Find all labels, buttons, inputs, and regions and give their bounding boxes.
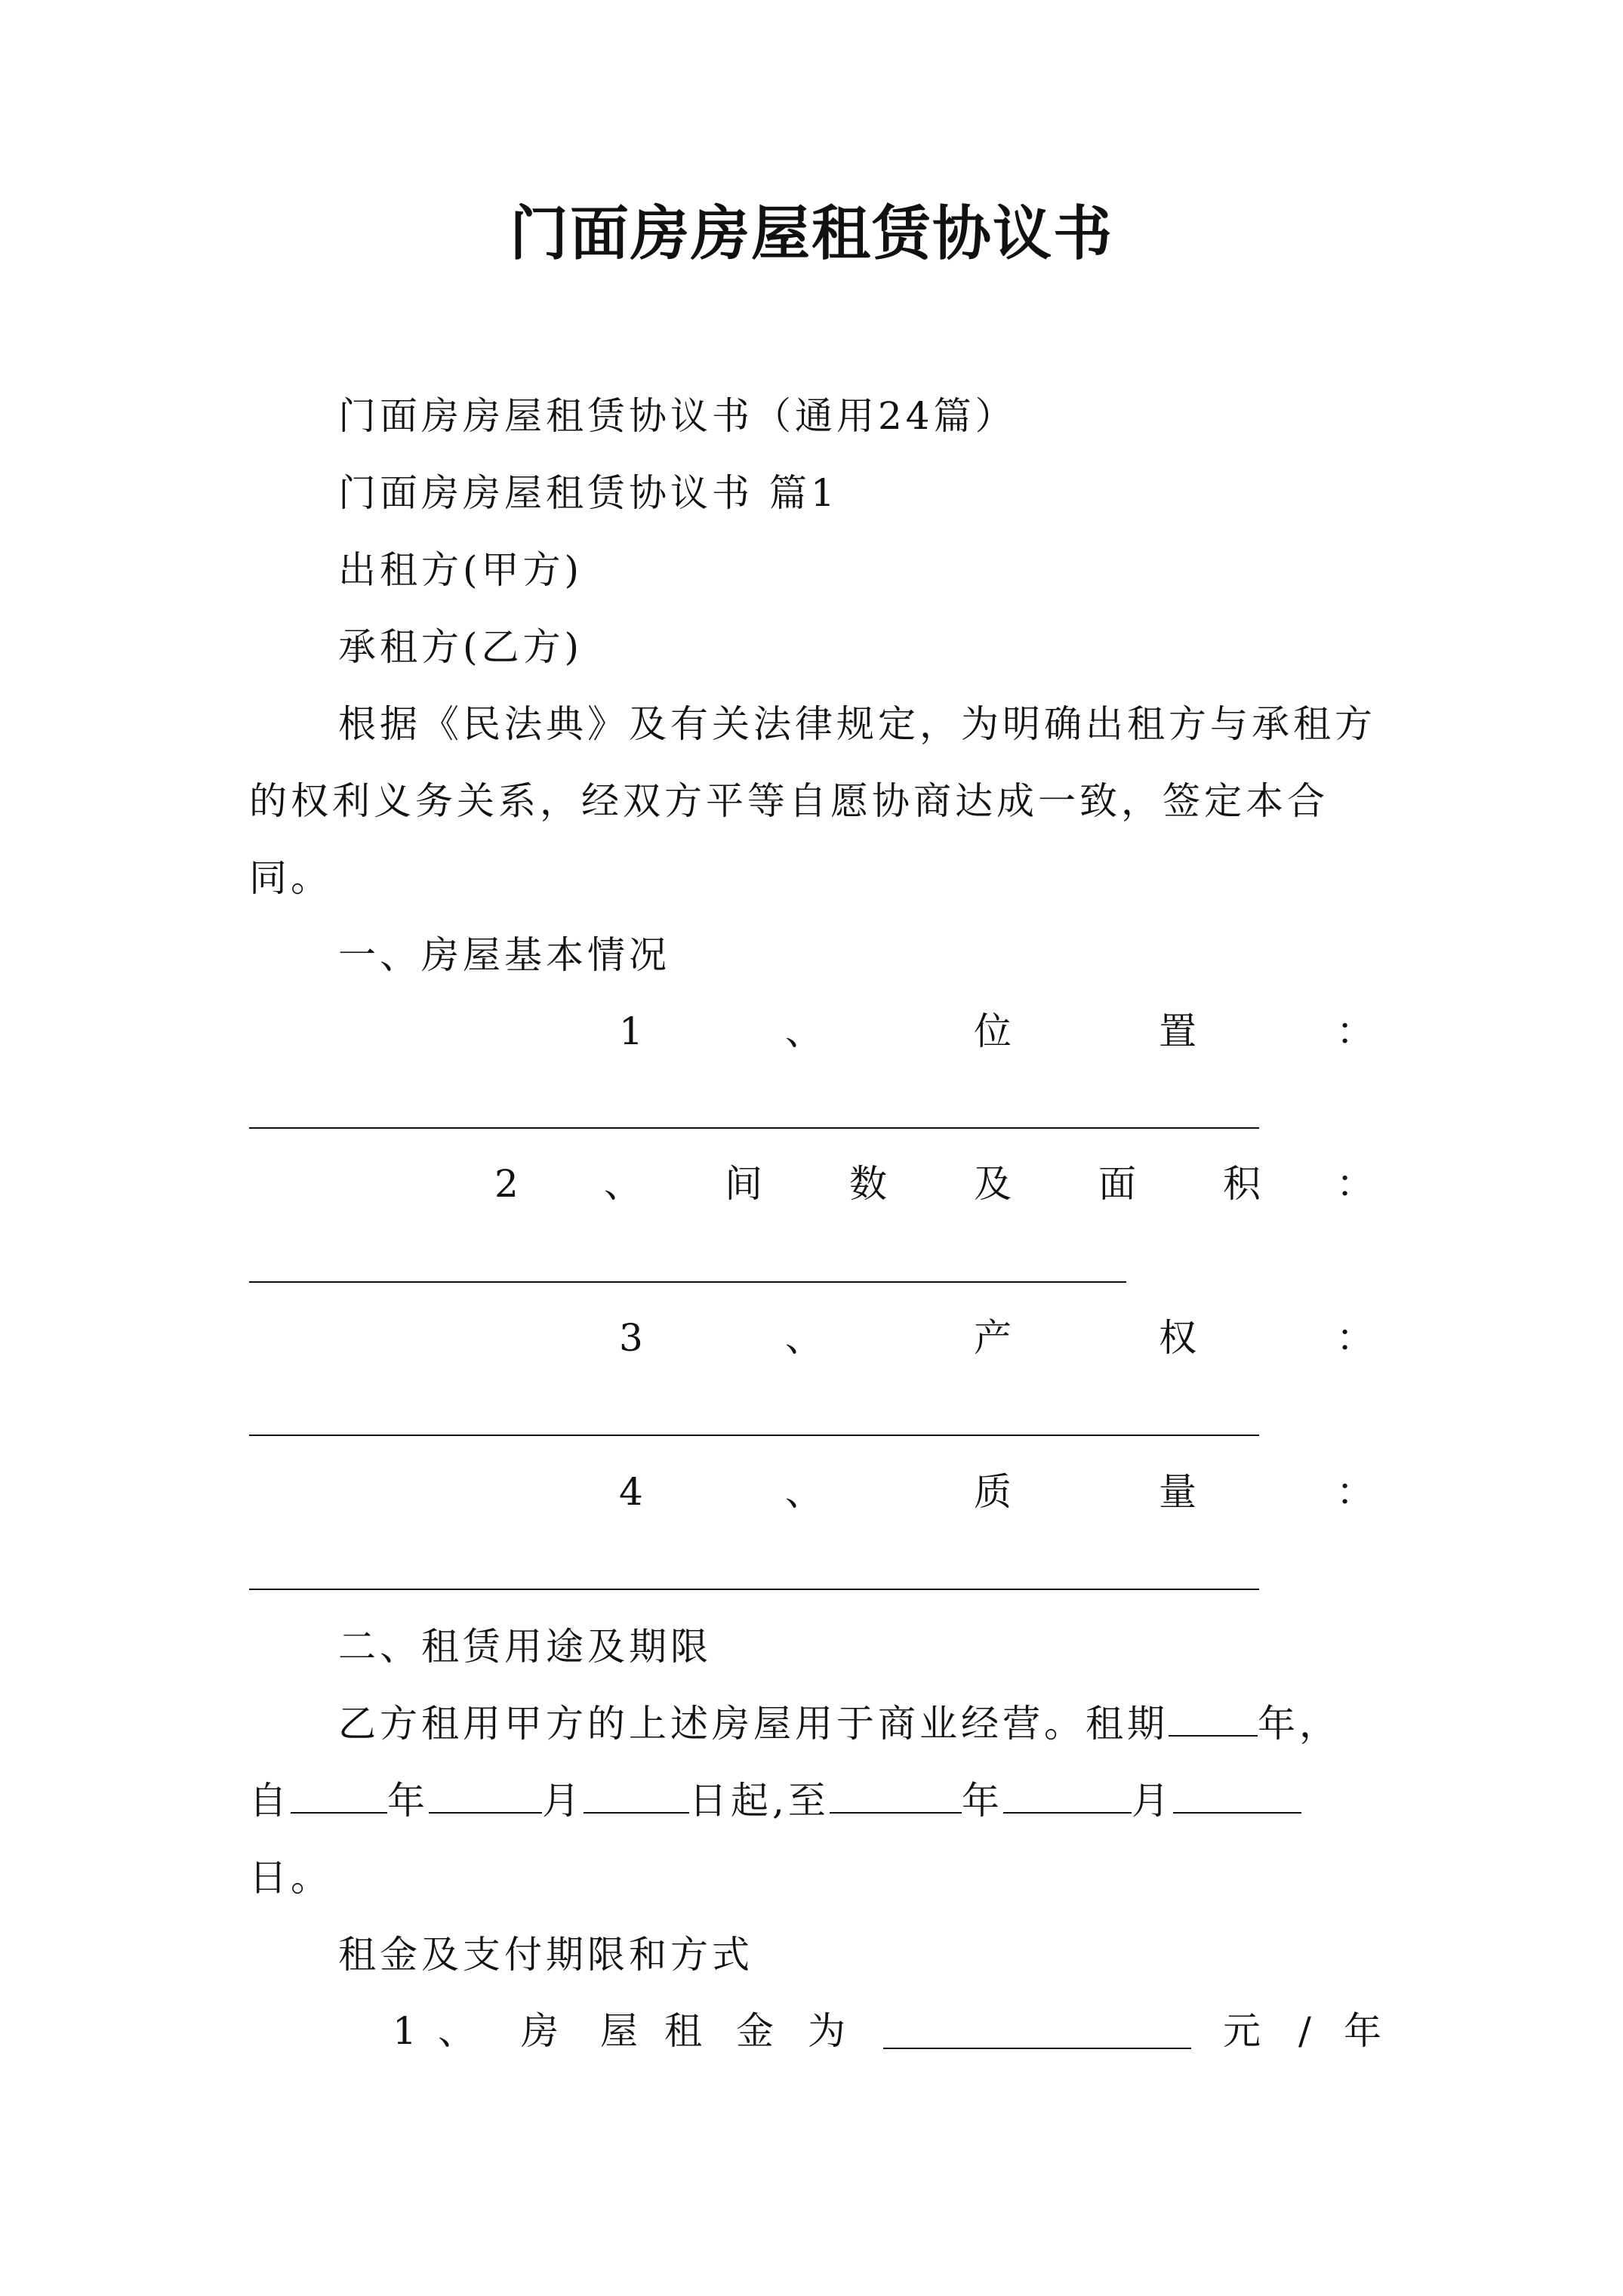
chapter-heading: 门面房房屋租赁协议书 篇1 [338, 471, 839, 515]
section-heading-3: 租金及支付期限和方式 [338, 1933, 753, 1977]
item-1-number: 1 [619, 1009, 643, 1053]
usage-text-5: 月 [542, 1779, 584, 1823]
intro-paragraph: 根据《民法典》及有关法律规定，为明确出租方与承租方的权利义务关系，经双方平等自愿协商达成一致，签定本合同。 [249, 702, 1376, 900]
item-2-colon: ： [1336, 1162, 1374, 1206]
subtitle: 门面房房屋租赁协议书（通用24篇） [338, 394, 1017, 438]
end-day-blank [1173, 1779, 1301, 1814]
usage-text-3: 自 [249, 1779, 291, 1823]
usage-text-9: 日。 [249, 1856, 332, 1900]
item-4-fill-line [249, 1589, 1259, 1590]
item-2-char-2: 数 [849, 1162, 887, 1206]
item-2-char-3: 及 [974, 1162, 1012, 1206]
usage-text-7: 年 [961, 1779, 1003, 1823]
item-2-separator: 、 [604, 1162, 642, 1206]
start-month-blank [429, 1779, 542, 1814]
item-3-char-1: 产 [974, 1316, 1012, 1360]
item-1-char-1: 位 [974, 1009, 1012, 1053]
usage-text-1: 乙方租用甲方的上述房屋用于商业经营。租期 [338, 1702, 1169, 1746]
item-1-fill-line [249, 1127, 1259, 1129]
usage-text-6: 日起,至 [689, 1779, 830, 1823]
section-heading-1: 一、房屋基本情况 [338, 933, 670, 977]
end-month-blank [1003, 1779, 1132, 1814]
item-2-char-4: 面 [1098, 1162, 1136, 1206]
lease-years-blank [1169, 1702, 1258, 1737]
end-year-blank [830, 1779, 962, 1814]
item-2-number: 2 [494, 1162, 519, 1206]
rent-char-4: 金 [736, 2009, 774, 2053]
item-4-colon: ： [1336, 1470, 1374, 1514]
rent-char-3: 租 [664, 2009, 702, 2053]
rent-unit-year: 年 [1344, 2009, 1381, 2053]
item-4-number: 4 [619, 1470, 643, 1514]
item-1-colon: ： [1336, 1009, 1374, 1053]
usage-text-2: 年， [1258, 1702, 1341, 1746]
item-4-char-1: 质 [974, 1470, 1012, 1514]
item-2-char-5: 积 [1223, 1162, 1261, 1206]
rent-char-2: 屋 [600, 2009, 638, 2053]
usage-text-4: 年 [387, 1779, 429, 1823]
usage-text-8: 月 [1131, 1779, 1173, 1823]
usage-paragraph [249, 1685, 1381, 1916]
item-2-fill-line [249, 1281, 1126, 1283]
start-day-blank [584, 1779, 689, 1814]
item-3-colon: ： [1336, 1316, 1374, 1360]
rent-separator: 、 [438, 2009, 476, 2053]
item-2-char-1: 间 [725, 1162, 762, 1206]
item-4-separator: 、 [785, 1470, 823, 1514]
section-heading-2: 二、租赁用途及期限 [338, 1625, 712, 1669]
rent-char-1: 房 [521, 2009, 559, 2053]
rent-number: 1 [393, 2009, 417, 2053]
item-3-char-2: 权 [1159, 1316, 1196, 1360]
rent-char-5: 为 [808, 2009, 845, 2053]
item-3-fill-line [249, 1435, 1259, 1436]
item-4-char-2: 量 [1159, 1470, 1196, 1514]
document-title: 门面房房屋租赁协议书 [509, 199, 1113, 268]
item-1-char-2: 置 [1159, 1009, 1196, 1053]
start-year-blank [291, 1779, 387, 1814]
item-3-separator: 、 [785, 1316, 823, 1360]
item-1-separator: 、 [785, 1009, 823, 1053]
lessor-label: 出租方(甲方) [338, 548, 584, 592]
lessee-label: 承租方(乙方) [338, 625, 584, 669]
item-3-number: 3 [619, 1316, 643, 1360]
rent-slash: / [1298, 2009, 1311, 2053]
rent-unit-yuan: 元 [1223, 2009, 1261, 2053]
rent-amount-blank [883, 2048, 1191, 2049]
